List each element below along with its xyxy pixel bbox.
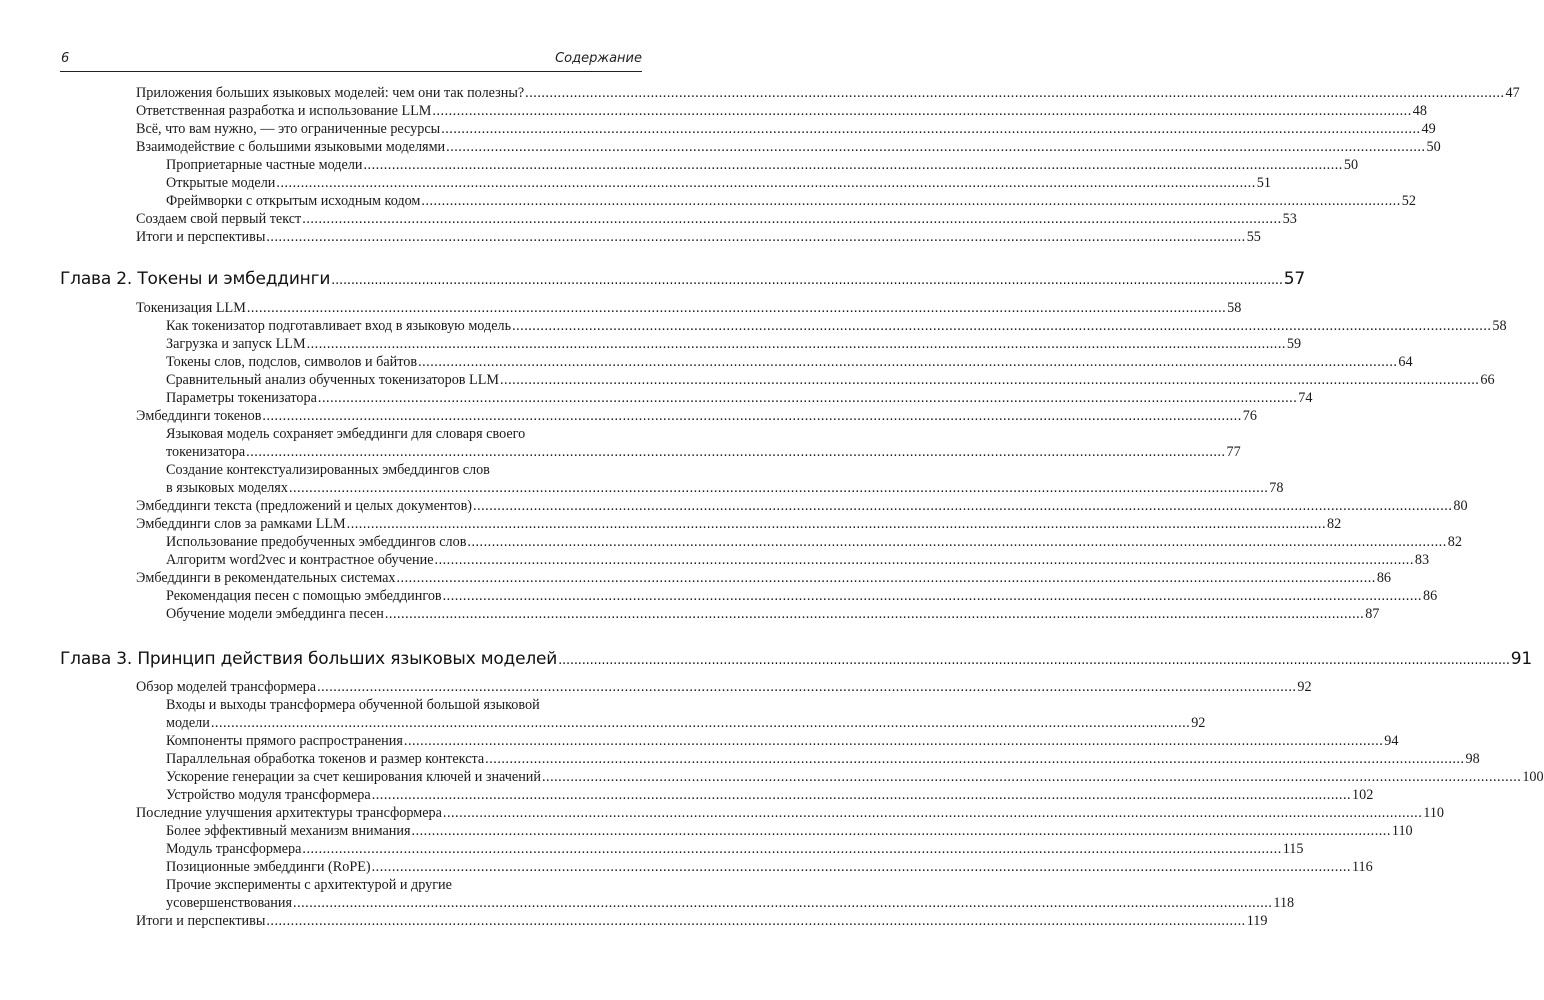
toc-title: модели bbox=[166, 715, 210, 731]
toc-title: Проприетарные частные модели bbox=[166, 157, 363, 173]
toc-entry[interactable] bbox=[136, 804, 1445, 822]
toc-title: Эмбеддинги токенов bbox=[136, 408, 262, 424]
dot-leader bbox=[412, 822, 1391, 840]
toc-subentry[interactable] bbox=[166, 335, 1302, 353]
toc-entry[interactable] bbox=[136, 569, 1392, 587]
dot-leader bbox=[302, 210, 1281, 228]
section-title: Содержание bbox=[555, 51, 642, 66]
toc-title: Итоги и перспективы bbox=[136, 229, 266, 245]
toc-page-number: 86 bbox=[1376, 570, 1392, 586]
toc-title: Модуль трансформера bbox=[166, 841, 302, 857]
toc-subentry[interactable] bbox=[166, 443, 1241, 461]
toc-title: Эмбеддинги слов за рамками LLM bbox=[136, 516, 346, 532]
toc-title: Позиционные эмбеддинги (RoPE) bbox=[166, 859, 371, 875]
toc-subentry[interactable] bbox=[166, 156, 1359, 174]
toc-subentry[interactable] bbox=[166, 317, 1507, 335]
toc-subentry[interactable] bbox=[166, 587, 1438, 605]
toc-title: Сравнительный анализ обученных токенизаторов LLM bbox=[166, 372, 499, 388]
dot-leader bbox=[247, 299, 1226, 317]
toc-page-number: 49 bbox=[1421, 121, 1436, 137]
toc-subentry[interactable] bbox=[166, 732, 1399, 750]
toc-title: Компоненты прямого распространения bbox=[166, 733, 403, 749]
toc-entry[interactable] bbox=[136, 84, 1520, 102]
running-header bbox=[60, 49, 642, 72]
toc-page-number: 82 bbox=[1447, 534, 1462, 550]
dot-leader bbox=[347, 515, 1326, 533]
toc-entry[interactable] bbox=[136, 102, 1427, 120]
dot-leader bbox=[446, 138, 1425, 156]
toc-page-number: 48 bbox=[1412, 103, 1427, 119]
dot-leader bbox=[318, 389, 1297, 407]
toc-entry[interactable] bbox=[136, 299, 1242, 317]
toc-entry[interactable] bbox=[136, 138, 1441, 156]
dot-leader bbox=[441, 120, 1420, 138]
toc-page-number: 92 bbox=[1297, 679, 1312, 695]
toc-title: Эмбеддинги в рекомендательных системах bbox=[136, 570, 396, 586]
dot-leader bbox=[432, 102, 1411, 120]
dot-leader bbox=[307, 335, 1286, 353]
toc-page-number: 58 bbox=[1492, 318, 1507, 334]
toc-page-number: 77 bbox=[1226, 444, 1241, 460]
toc-subentry[interactable] bbox=[166, 533, 1462, 551]
toc-subentry[interactable] bbox=[166, 822, 1413, 840]
dot-leader bbox=[372, 786, 1351, 804]
toc-title: Последние улучшения архитектуры трансформера bbox=[136, 805, 442, 821]
toc-title: Алгоритм word2vec и контрастное обучение bbox=[166, 552, 434, 568]
toc-page-number: 58 bbox=[1227, 300, 1242, 316]
toc-page-number: 53 bbox=[1282, 211, 1297, 227]
toc-page-number: 50 bbox=[1343, 157, 1359, 173]
dot-leader bbox=[262, 407, 1241, 425]
toc-page-number: 98 bbox=[1465, 751, 1480, 767]
toc-title: Создаем свой первый текст bbox=[136, 211, 302, 227]
toc-title: Эмбеддинги текста (предложений и целых документов) bbox=[136, 498, 473, 514]
toc-page-number: 87 bbox=[1365, 606, 1380, 622]
toc-page-number: 50 bbox=[1426, 139, 1441, 155]
toc-page-number: 92 bbox=[1191, 715, 1206, 731]
toc-title: Токенизация LLM bbox=[136, 300, 246, 316]
dot-leader bbox=[396, 569, 1375, 587]
dot-leader bbox=[372, 858, 1351, 876]
dot-leader bbox=[473, 497, 1452, 515]
toc-subentry[interactable] bbox=[166, 353, 1413, 371]
toc-page-number: 57 bbox=[1283, 269, 1306, 289]
toc-title: Итоги и перспективы bbox=[136, 913, 266, 929]
dot-leader bbox=[418, 353, 1397, 371]
dot-leader bbox=[293, 894, 1272, 912]
toc-entry[interactable] bbox=[136, 912, 1268, 930]
toc-title: Как токенизатор подготавливает вход в языковую модель bbox=[166, 318, 512, 334]
toc-page-number: 86 bbox=[1422, 588, 1438, 604]
toc-title: Параметры токенизатора bbox=[166, 390, 317, 406]
toc-subentry[interactable] bbox=[166, 840, 1304, 858]
toc-page-number: 80 bbox=[1453, 498, 1468, 514]
chapter-heading-3[interactable] bbox=[60, 648, 1532, 672]
toc-subentry-line1[interactable]: Создание контекстуализированных эмбеддингов слов bbox=[166, 462, 490, 478]
toc-page-number: 64 bbox=[1398, 354, 1413, 370]
toc-page-number: 91 bbox=[1510, 649, 1532, 669]
toc-entry[interactable] bbox=[136, 515, 1342, 533]
toc-page-number: 116 bbox=[1351, 859, 1373, 875]
toc-title: Загрузка и запуск LLM bbox=[166, 336, 306, 352]
toc-page-number: 66 bbox=[1480, 372, 1495, 388]
dot-leader bbox=[435, 551, 1414, 569]
dot-leader bbox=[302, 840, 1281, 858]
toc-page-number: 100 bbox=[1522, 769, 1544, 785]
toc-entry[interactable] bbox=[136, 210, 1297, 228]
dot-leader bbox=[276, 174, 1255, 192]
dot-leader bbox=[443, 804, 1422, 822]
dot-leader bbox=[512, 317, 1491, 335]
dot-leader bbox=[443, 587, 1422, 605]
toc-page-number: 83 bbox=[1414, 552, 1430, 568]
dot-leader bbox=[317, 678, 1296, 696]
toc-subentry[interactable] bbox=[166, 605, 1380, 623]
toc-entry[interactable] bbox=[136, 228, 1261, 246]
toc-subentry[interactable] bbox=[166, 858, 1373, 876]
dot-leader bbox=[211, 714, 1190, 732]
toc-entry[interactable] bbox=[136, 497, 1468, 515]
toc-title: Обучение модели эмбеддинга песен bbox=[166, 606, 384, 622]
toc-page-number: 118 bbox=[1273, 895, 1295, 911]
dot-leader bbox=[525, 84, 1504, 102]
dot-leader bbox=[266, 912, 1245, 930]
dot-leader bbox=[364, 156, 1343, 174]
toc-page-number: 74 bbox=[1298, 390, 1313, 406]
toc-page-number: 76 bbox=[1242, 408, 1257, 424]
toc-title: Ускорение генерации за счет кеширования ключей и значений bbox=[166, 769, 541, 785]
dot-leader bbox=[331, 270, 1283, 292]
toc-title: Обзор моделей трансформера bbox=[136, 679, 317, 695]
toc-title: усовершенствования bbox=[166, 895, 293, 911]
toc-page-number: 51 bbox=[1256, 175, 1271, 191]
toc-title: Приложения больших языковых моделей: чем они так полезны? bbox=[136, 85, 525, 101]
toc-title: токенизатора bbox=[166, 444, 246, 460]
toc-title: Глава 3. Принцип действия больших языковых моделей bbox=[60, 649, 558, 669]
toc-title: Всё, что вам нужно, — это ограниченные ресурсы bbox=[136, 121, 441, 137]
dot-leader bbox=[385, 605, 1364, 623]
toc-page-number: 94 bbox=[1384, 733, 1399, 749]
toc-page-number: 47 bbox=[1505, 85, 1520, 101]
toc-page-number: 102 bbox=[1352, 787, 1374, 803]
dot-leader bbox=[246, 443, 1225, 461]
toc-title: в языковых моделях bbox=[166, 480, 288, 496]
toc-title: Ответственная разработка и использование LLM bbox=[136, 103, 432, 119]
toc-page-number: 82 bbox=[1326, 516, 1342, 532]
toc-page-number: 52 bbox=[1401, 193, 1416, 209]
toc-entry[interactable] bbox=[136, 678, 1312, 696]
toc-title: Параллельная обработка токенов и размер контекста bbox=[166, 751, 485, 767]
toc-page-number: 78 bbox=[1269, 480, 1284, 496]
dot-leader bbox=[404, 732, 1383, 750]
toc-subentry[interactable] bbox=[166, 894, 1295, 912]
toc-subentry[interactable] bbox=[166, 174, 1271, 192]
toc-subentry[interactable] bbox=[166, 551, 1430, 569]
toc-subentry-line1[interactable]: Прочие эксперименты с архитектурой и другие bbox=[166, 877, 452, 893]
dot-leader bbox=[421, 192, 1400, 210]
toc-subentry-line1[interactable]: Входы и выходы трансформера обученной большой языковой bbox=[166, 697, 540, 713]
toc-page-number: 110 bbox=[1423, 805, 1445, 821]
dot-leader bbox=[500, 371, 1479, 389]
toc-page-number: 55 bbox=[1246, 229, 1261, 245]
toc-entry[interactable] bbox=[136, 120, 1436, 138]
toc-subentry[interactable] bbox=[166, 768, 1544, 786]
toc-title: Открытые модели bbox=[166, 175, 276, 191]
toc-title: Взаимодействие с большими языковыми моделями bbox=[136, 139, 446, 155]
toc-subentry[interactable] bbox=[166, 192, 1416, 210]
page-number: 6 bbox=[61, 51, 70, 66]
toc-title: Рекомендация песен с помощью эмбеддингов bbox=[166, 588, 442, 604]
toc-title: Фреймворки с открытым исходным кодом bbox=[166, 193, 421, 209]
toc-subentry[interactable] bbox=[166, 786, 1374, 804]
toc-title: Токены слов, подслов, символов и байтов bbox=[166, 354, 418, 370]
dot-leader bbox=[467, 533, 1446, 551]
toc-title: Глава 2. Токены и эмбеддинги bbox=[60, 269, 331, 289]
toc-page-number: 119 bbox=[1246, 913, 1268, 929]
toc-subentry[interactable] bbox=[166, 389, 1313, 407]
dot-leader bbox=[266, 228, 1245, 246]
toc-subentry[interactable] bbox=[166, 750, 1480, 768]
toc-subentry[interactable] bbox=[166, 714, 1206, 732]
toc-title: Использование предобученных эмбеддингов слов bbox=[166, 534, 467, 550]
toc-title: Более эффективный механизм внимания bbox=[166, 823, 411, 839]
dot-leader bbox=[558, 650, 1510, 672]
dot-leader bbox=[289, 479, 1268, 497]
dot-leader bbox=[485, 750, 1464, 768]
toc-subentry[interactable] bbox=[166, 371, 1495, 389]
chapter-heading-2[interactable] bbox=[60, 268, 1306, 292]
toc-title: Устройство модуля трансформера bbox=[166, 787, 371, 803]
toc-subentry[interactable] bbox=[166, 479, 1284, 497]
toc-page-number: 110 bbox=[1391, 823, 1413, 839]
dot-leader bbox=[542, 768, 1521, 786]
toc-page-number: 115 bbox=[1282, 841, 1304, 857]
toc-page-number: 59 bbox=[1286, 336, 1302, 352]
toc-subentry-line1[interactable]: Языковая модель сохраняет эмбеддинги для словаря своего bbox=[166, 426, 526, 442]
toc-entry[interactable] bbox=[136, 407, 1257, 425]
